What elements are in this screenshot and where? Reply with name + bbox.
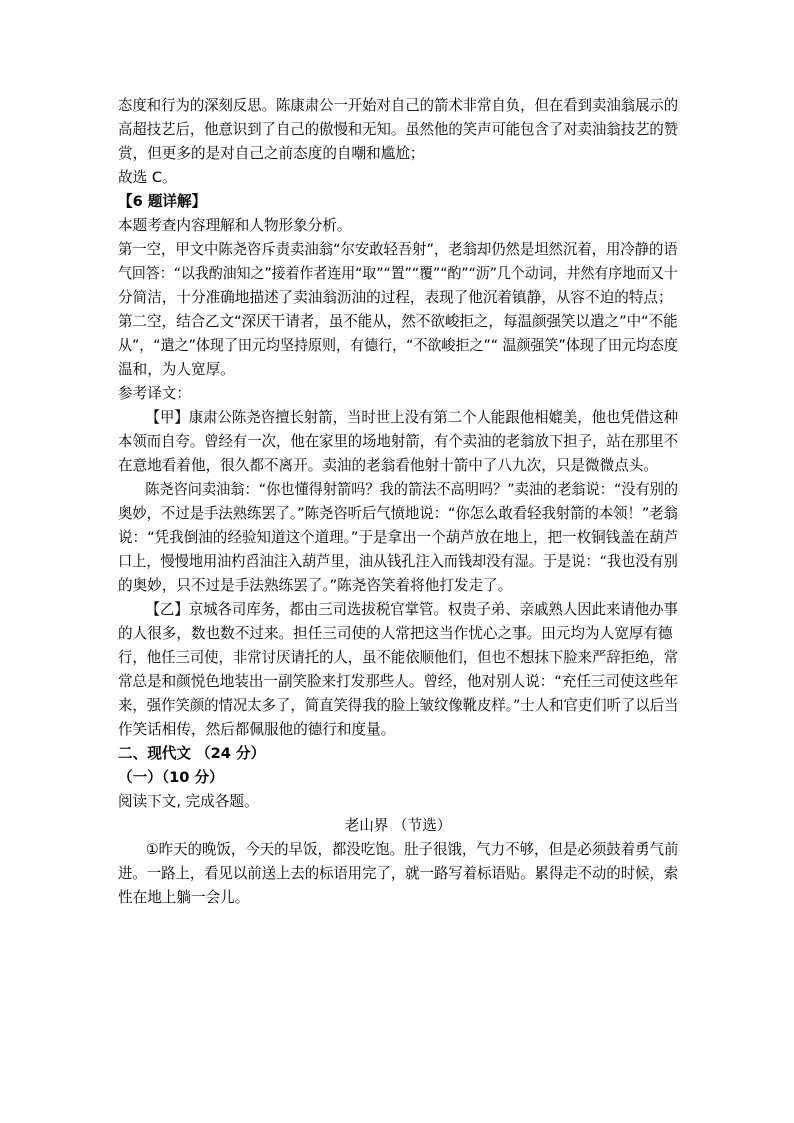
text-line: 的人很多，数也数不过来。担任三司使的人常把这当作忧心之事。田元均为人宽厚有德 <box>118 625 673 642</box>
section-heading: 【6 题详解】 <box>118 193 207 210</box>
text-line: 【甲】康肃公陈尧咨擅长射箭，当时世上没有第二个人能跟他相媲美，他也凭借这种 <box>145 409 678 426</box>
section-heading: 二、现代文 （24 分） <box>118 745 266 762</box>
passage-title: 老山界 （节选） <box>344 817 452 834</box>
text-line: 的奥妙，只不过是手法熟练罢了。”陈尧咨笑着将他打发走了。 <box>118 577 513 594</box>
text-line: 高超技艺后，他意识到了自己的傲慢和无知。虽然他的笑声可能包含了对卖油翁技艺的赞 <box>118 121 679 138</box>
instruction-line: 阅读下文, 完成各题。 <box>118 793 259 810</box>
text-line: 作笑话相传，然后都佩服他的德行和度量。 <box>118 721 396 738</box>
text-line: 本题考查内容理解和人物形象分析。 <box>118 217 352 234</box>
text-line: 来，强作笑颜的情况太多了，简直笑得我的脸上皱纹像靴皮样。”士人和官吏们听了以后当 <box>118 697 679 714</box>
text-line: 进。一路上，看见以前送上去的标语用完了，就一路写着标语贴。累得走不动的时候，索 <box>118 865 679 882</box>
text-line: 奥妙，不过是手法熟练罢了。”陈尧咨听后气愤地说：“你怎么敢看轻我射箭的本领！”老翁 <box>118 505 678 522</box>
text-line: 气回答：“以我酌油知之”接着作者连用“取”“置”“覆”“酌”“沥”几个动词，井然有序地而又十 <box>118 265 678 282</box>
text-line: 行，他任三司使，非常讨厌请托的人，虽不能依顺他们，但也不想抹下脸来严辞拒绝，常 <box>118 649 679 666</box>
text-line: 说：“凭我倒油的经验知道这个道理。”于是拿出一个葫芦放在地上，把一枚铜钱盖在葫芦 <box>118 529 679 546</box>
text-line: 陈尧咨问卖油翁：“你也懂得射箭吗？我的箭法不高明吗？”卖油的老翁说：“没有别的 <box>145 481 679 498</box>
text-line: 性在地上躺一会儿。 <box>118 889 250 906</box>
text-line: 分简洁，十分准确地描述了卖油翁沥油的过程，表现了他沉着镇静，从容不迫的特点； <box>118 289 673 306</box>
text-line: 口上，慢慢地用油杓舀油注入葫芦里，油从钱孔注入而钱却没有湿。于是说：“我也没有别 <box>118 553 678 570</box>
text-line: 温和，为人宽厚。 <box>118 361 235 378</box>
translation-label: 参考译文： <box>118 385 191 402</box>
text-line: 本领而自夸。曾经有一次，他在家里的场地射箭，有个卖油的老翁放下担子，站在那里不 <box>118 433 679 450</box>
text-line: 第一空，甲文中陈尧咨斥责卖油翁“尔安敢轻吾射”，老翁却仍然是坦然沉着，用冷静的语 <box>118 241 678 258</box>
text-line: 第二空，结合乙文“深厌干请者，虽不能从，然不欲峻拒之，每温颜强笑以遣之”中“不能 <box>118 313 678 330</box>
text-line: 赏，但更多的是对自己之前态度的自嘲和尴尬； <box>118 145 425 162</box>
text-line: 态度和行为的深刻反思。陈康肃公一开始对自己的箭术非常自负，但在看到卖油翁展示的 <box>118 97 679 114</box>
text-line: ①昨天的晚饭，今天的早饭，都没吃饱。肚子很饿，气力不够，但是必须鼓着勇气前 <box>145 841 679 858</box>
answer-line: 故选 C。 <box>118 169 177 186</box>
text-line: 从”，“遣之”体现了田元均坚持原则，有德行，“不欲峻拒之”“ 温颜强笑”体现了田元均态度 <box>118 337 678 354</box>
subsection-heading: （一）（10 分） <box>118 769 224 786</box>
text-line: 【乙】京城各司库务，都由三司选拔税官掌管。权贵子弟、亲戚熟人因此来请他办事 <box>145 601 678 618</box>
text-line: 常总是和颜悦色地装出一副笑脸来打发那些人。曾经，他对别人说：“充任三司使这些年 <box>118 673 679 690</box>
text-line: 在意地看着他，很久都不离开。卖油的老翁看他射十箭中了八九次，只是微微点头。 <box>118 457 658 474</box>
